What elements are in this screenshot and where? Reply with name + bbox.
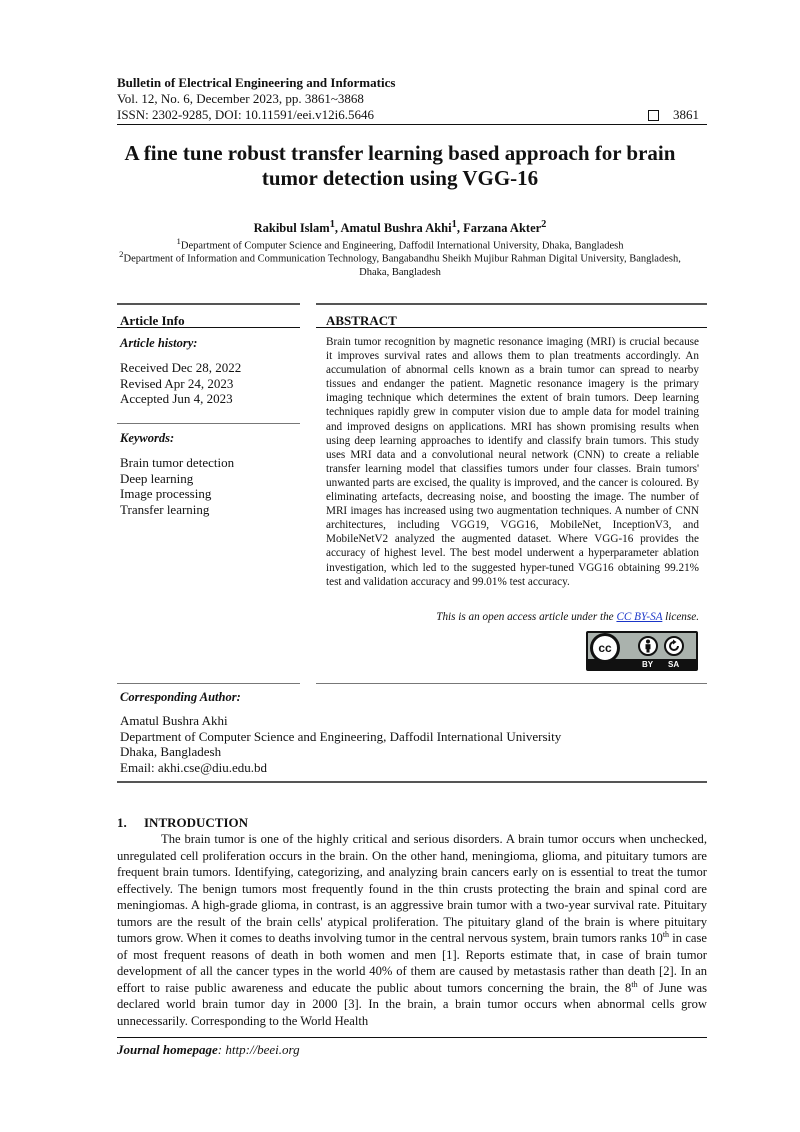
journal-homepage-footer [117, 1042, 300, 1058]
author-separator: , [334, 221, 341, 236]
creative-commons-icon: cc [590, 633, 620, 663]
cc-by-sa-badge[interactable] [586, 631, 698, 671]
page-marker [648, 107, 699, 123]
affiliation-text: Department of Computer Science and Engineering, Daffodil International University, Dhaka, Bangladesh [180, 240, 624, 252]
history-accepted: Accepted Jun 4, 2023 [120, 391, 233, 406]
keywords-heading: Keywords: [120, 431, 175, 445]
license-suffix: license. [662, 611, 699, 623]
header-divider [117, 124, 707, 125]
author-list [100, 219, 700, 236]
author-name: Amatul Bushra Akhi [340, 221, 452, 236]
article-info-top-rule [117, 303, 300, 305]
ordinal-sup: th [631, 979, 638, 989]
corresponding-author-heading: Corresponding Author: [120, 690, 241, 704]
article-history-heading: Article history: [120, 336, 198, 350]
history-revised: Revised Apr 24, 2023 [120, 375, 234, 391]
keywords-rule [117, 423, 300, 424]
license-prefix: This is an open access article under the [436, 611, 617, 623]
journal-issn-line: ISSN: 2302-9285, DOI: 10.11591/eei.v12i6.5646 [117, 107, 374, 122]
cc-by-label: BY [642, 660, 654, 669]
author-name: Farzana Akter [463, 221, 542, 236]
author-affil-sup: 1 [451, 219, 457, 230]
keyword-list [120, 455, 234, 517]
attribution-person-icon [638, 636, 658, 656]
article-history-list [120, 360, 241, 407]
section-number: 1. [117, 815, 127, 830]
page-number: 3861 [673, 107, 699, 122]
intro-text-part: in case of most frequent reasons of death in both women and men [1]. Reports estimate that, in case of brain tumor development of all the cancer types in the world 40% of them are caused by metastasis rather than death [2]. In an effort to raise public awareness and educate the public about tumors concerning the brain, the 8 [117, 931, 707, 995]
footer-rule [117, 1037, 707, 1038]
corresponding-author-department: Department of Computer Science and Engineering, Daffodil International University [120, 728, 562, 744]
cc-sa-label: SA [668, 660, 680, 669]
keyword-item: Image processing [120, 486, 212, 501]
share-alike-glyph-icon [667, 639, 681, 653]
affiliation-text: Department of Information and Communication Technology, Bangabandhu Sheikh Mujibur Rahman Digital University, Bangladesh, Dhaka, Bangladesh [123, 253, 681, 278]
corresponding-author-location: Dhaka, Bangladesh [120, 744, 222, 759]
keyword-item: Transfer learning [120, 501, 210, 517]
cc-by-sa-link[interactable]: CC BY-SA [616, 611, 663, 623]
share-alike-icon [664, 636, 684, 656]
corresponding-author-details [120, 713, 561, 775]
keyword-item: Deep learning [120, 470, 194, 486]
abstract-bottom-rule [316, 683, 707, 684]
affiliation-sup: 2 [119, 249, 124, 259]
abstract-rule [316, 327, 707, 328]
corresponding-author-name: Amatul Bushra Akhi [120, 713, 228, 728]
history-received: Received Dec 28, 2022 [120, 360, 242, 375]
corresponding-author-rule [117, 781, 707, 783]
author-affil-sup: 1 [329, 219, 335, 230]
article-info-heading: Article Info [120, 313, 185, 328]
person-glyph-icon [642, 639, 654, 653]
author-name: Rakibul Islam [253, 221, 330, 236]
journal-homepage-url[interactable]: http://beei.org [225, 1042, 300, 1057]
affiliation-2 [110, 248, 690, 279]
section-title: INTRODUCTION [144, 815, 249, 830]
abstract-heading: ABSTRACT [326, 313, 397, 328]
license-statement [326, 611, 699, 623]
author-separator: , [456, 221, 464, 236]
abstract-text: Brain tumor recognition by magnetic resonance imaging (MRI) is crucial because it improves survival rates and allows them to plan treatments accordingly. An accumulation of abnormal cells known as a brain tumor can spread to nearby tissues and endanger the patient. Magnetic resonance imagery is the primary imaging technique which determines the extent of brain tumors. Deep learning techniques rapidly grew in computer vision due to ample data for model training and improved designs on applications. MRI has shown promising results when using deep learning approaches to identify and classify brain tumors. This study uses MRI data and a convolutional neural network (CNN) to create a reliable transfer learning model that classifies tumors under four classes. Brain tumors' unwanted parts are excised, the quality is improved, and the cancer is coloured. By eliminating artefacts, decreasing noise, and boosting the image. The number of MRI images has increased using two augmentation techniques. A number of CNN architectures, including VGG19, VGG16, MobileNet, InceptionV3, and MobileNetV2 analyzed the augmented dataset. Where VGG-16 provides the accuracy of highest level. The best model underwent a hyperparameter ablation investigation, which led to the suggested hyper-tuned VGG16 obtaining 99.21% test and validation accuracy and 99.01% test accuracy. [326, 336, 699, 588]
paper-title: A fine tune robust transfer learning based approach for brain tumor detection using VGG-16 [124, 141, 676, 190]
author-affil-sup: 2 [541, 219, 547, 230]
footer-separator: : [217, 1042, 226, 1057]
journal-volume-line: Vol. 12, No. 6, December 2023, pp. 3861~3868 [117, 91, 364, 106]
intro-text-part: of June was declared world brain tumor day in 2000 [3]. In the brain, a brain tumor occurs when abnormal cells grow unnecessarily. Corresponding to the World Health [117, 980, 707, 1028]
article-info-rule [117, 327, 300, 328]
square-box-icon [648, 110, 659, 121]
affiliation-sup: 1 [176, 236, 181, 246]
introduction-heading [117, 815, 248, 831]
introduction-body [117, 831, 707, 1029]
article-info-bottom-rule [117, 683, 300, 684]
journal-homepage-label: Journal homepage [117, 1042, 218, 1057]
journal-name: Bulletin of Electrical Engineering and Informatics [117, 75, 396, 90]
keyword-item: Brain tumor detection [120, 455, 235, 470]
intro-text-part: The brain tumor is one of the highly critical and serious disorders. A brain tumor occurs when unchecked, unregulated cell proliferation occurs in the brain. On the other hand, meningioma, glioma, and pituitary tumors are frequent brain tumors. Identifying, categorizing, and analyzing brain cancers early on is essential to treat the tumor effectively. The benign tumors most frequently found in the thin crusts protecting the brain and spinal cord are meningiomas. A high-grade glioma, in contrast, is an aggressive brain tumor with a two-year survival rate. Pituitary tumors are the result of the brain cells' atypical proliferation. The pituitary gland of the brain is where pituitary tumors grow. When it comes to deaths involving tumor in the central nervous system, brain tumors ranks 10 [117, 832, 707, 945]
corresponding-author-email: Email: akhi.cse@diu.edu.bd [120, 759, 267, 775]
ordinal-sup: th [662, 929, 670, 939]
abstract-top-rule [316, 303, 707, 305]
